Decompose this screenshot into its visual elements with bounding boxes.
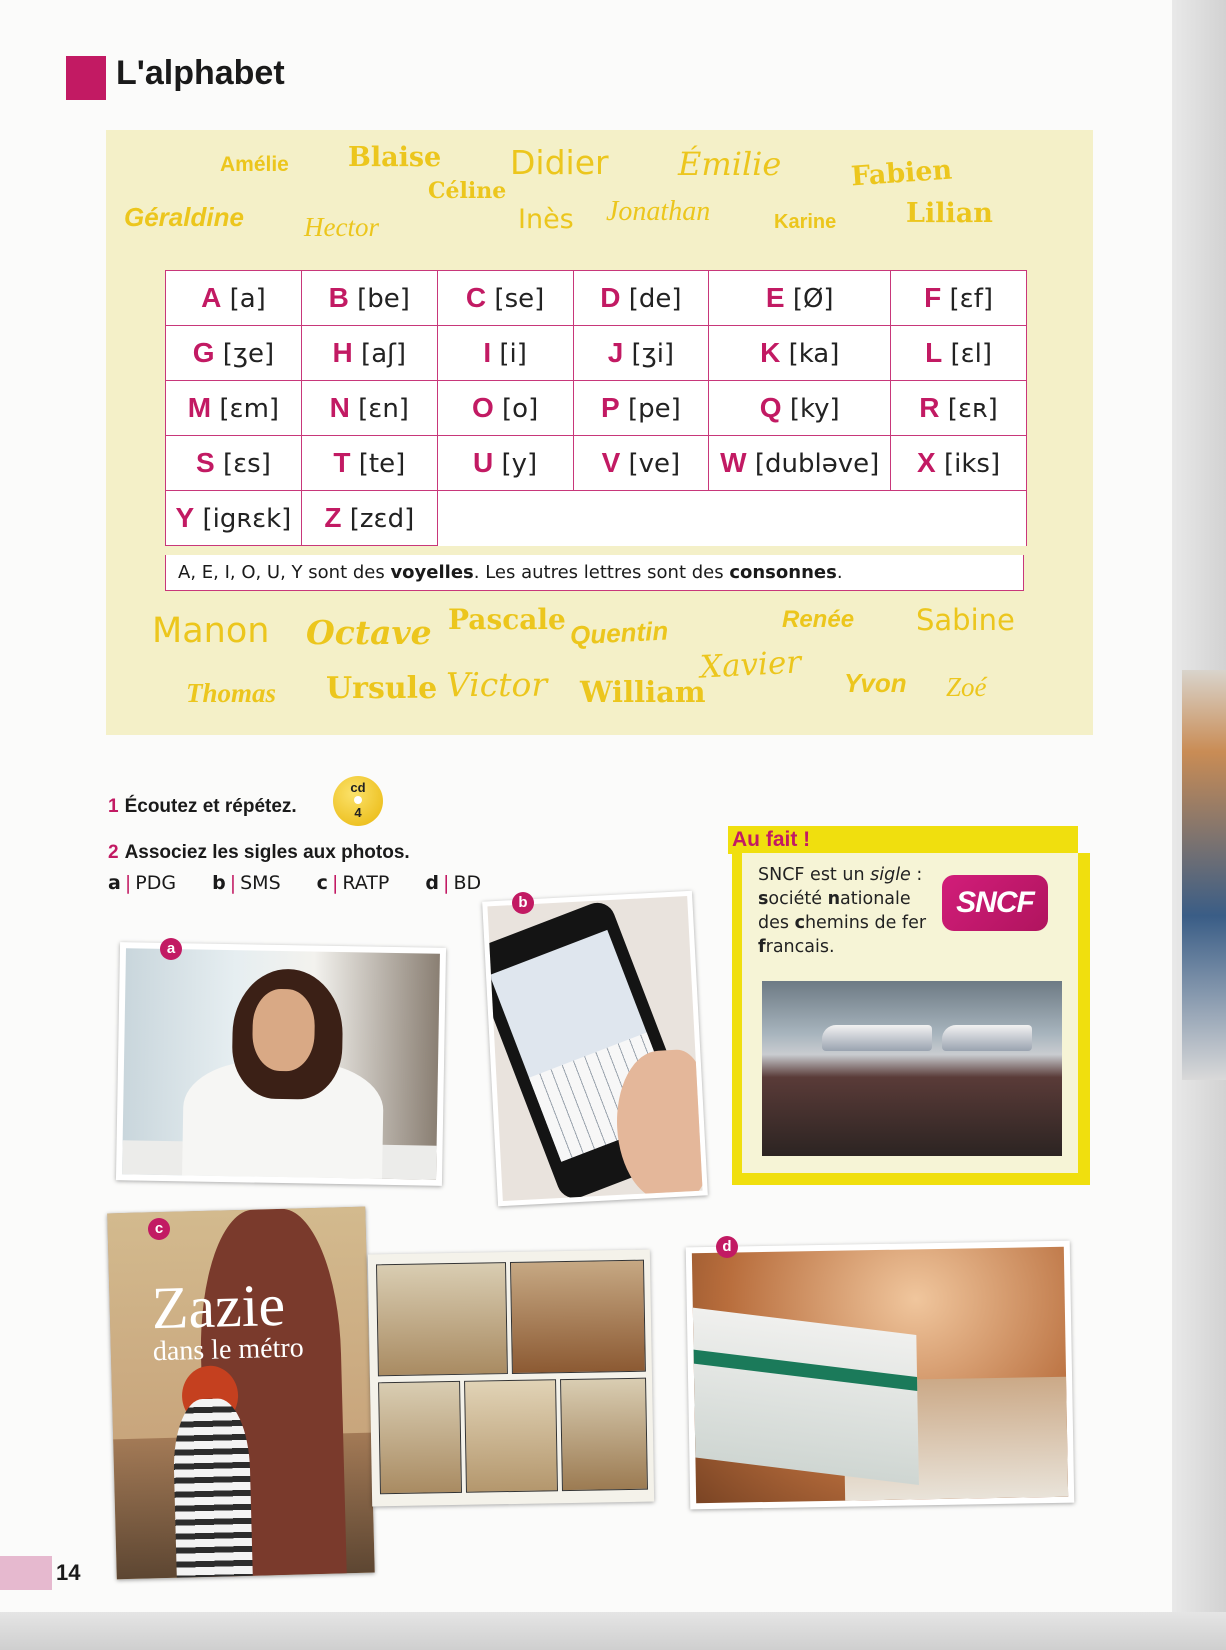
letter-cell: I [i]: [437, 326, 573, 381]
badge-c: c: [148, 1218, 170, 1240]
photo-train-station: [762, 981, 1062, 1156]
au-fait-title: Au fait !: [728, 826, 816, 854]
comic-strip-page: [368, 1250, 654, 1507]
section-title: L'alphabet: [116, 54, 285, 92]
photo-c-book-cover: [107, 1207, 374, 1580]
badge-a: a: [160, 938, 182, 960]
name-ines: Inès: [518, 204, 574, 235]
name-sabine: Sabine: [916, 603, 1015, 637]
book-subtitle: dans le métro: [152, 1332, 305, 1368]
name-octave: Octave: [306, 613, 432, 652]
exercise-2: 2 Associez les sigles aux photos.: [108, 842, 410, 863]
name-hector: Hector: [304, 212, 379, 242]
letter-cell: A [a]: [166, 271, 302, 326]
vowel-note: A, E, I, O, U, Y sont des voyelles. Les autres lettres sont des consonnes.: [165, 555, 1024, 591]
photo-a-businesswoman: [116, 942, 446, 1186]
name-fabien: Fabien: [850, 154, 954, 193]
name-didier: Didier: [510, 143, 609, 182]
letter-cell: L [ɛl]: [891, 326, 1027, 381]
sncf-logo: SNCF: [942, 875, 1048, 931]
alphabet-table: [165, 270, 1027, 546]
letter-cell: B [be]: [301, 271, 437, 326]
sigle-d: d | BD: [425, 872, 482, 894]
name-pascale: Pascale: [448, 603, 566, 636]
photo-b-smartphone: [482, 891, 708, 1207]
badge-d: d: [716, 1236, 738, 1258]
book-title: Zazie: [150, 1271, 286, 1342]
sigle-a: a | PDG: [108, 872, 177, 894]
letter-cell: Z [zɛd]: [301, 491, 437, 546]
letter-cell: Q [ky]: [709, 381, 891, 436]
letter-cell: G [ʒe]: [166, 326, 302, 381]
letter-cell: X [iks]: [891, 436, 1027, 491]
name-celine: Céline: [428, 178, 507, 204]
exercise-1: 1 Écoutez et répétez.: [108, 796, 297, 817]
letter-cell: O [o]: [437, 381, 573, 436]
name-amelie: Amélie: [220, 153, 289, 176]
name-geraldine: Géraldine: [124, 202, 244, 232]
letter-cell: S [ɛs]: [166, 436, 302, 491]
sigles-list: [108, 872, 511, 894]
name-zoe: Zoé: [946, 672, 987, 702]
letter-cell: P [pe]: [573, 381, 709, 436]
sigle-c: c | RATP: [316, 872, 390, 894]
name-thomas: Thomas: [186, 678, 277, 708]
letter-cell: D [de]: [573, 271, 709, 326]
name-jonathan: Jonathan: [606, 196, 711, 227]
page-number-marker: [0, 1556, 52, 1590]
letter-cell: T [te]: [301, 436, 437, 491]
letter-cell: Y [igʀɛk]: [166, 491, 302, 546]
name-blaise: Blaise: [348, 142, 442, 173]
letter-cell: E [Ø]: [709, 271, 891, 326]
name-renee: Renée: [782, 606, 855, 633]
badge-b: b: [512, 892, 534, 914]
letter-cell: M [ɛm]: [166, 381, 302, 436]
au-fait-box: [732, 853, 1090, 1185]
letter-cell: N [ɛn]: [301, 381, 437, 436]
name-karine: Karine: [774, 211, 837, 233]
letter-cell: J [ʒi]: [573, 326, 709, 381]
letter-cell: C [se]: [437, 271, 573, 326]
name-xavier: Xavier: [699, 644, 803, 686]
scan-bottom-band: [0, 1612, 1226, 1650]
name-quentin: Quentin: [569, 615, 669, 651]
au-fait-text: SNCF est un sigle : société nationale des chemins de fer francais.: [758, 865, 927, 957]
name-ursule: Ursule: [326, 671, 438, 706]
name-lilian: Lilian: [906, 198, 993, 229]
cd-audio-icon[interactable]: cd 4: [333, 776, 383, 826]
letter-cell: K [ka]: [709, 326, 891, 381]
page-number: 14: [56, 1560, 81, 1585]
next-page-photo-strip: [1182, 670, 1226, 1080]
letter-cell: V [ve]: [573, 436, 709, 491]
letter-cell: W [dubləve]: [709, 436, 891, 491]
sigle-b: b | SMS: [212, 872, 281, 894]
name-emilie: Émilie: [678, 145, 782, 183]
name-manon: Manon: [152, 611, 270, 651]
letter-cell: R [ɛʀ]: [891, 381, 1027, 436]
name-william: William: [580, 675, 706, 709]
letter-cell: U [y]: [437, 436, 573, 491]
name-yvon: Yvon: [844, 668, 907, 698]
empty-cell: [437, 491, 1026, 546]
letter-cell: F [ɛf]: [891, 271, 1027, 326]
title-marker: [66, 56, 106, 100]
letter-cell: H [aʃ]: [301, 326, 437, 381]
photo-d-metro: [686, 1241, 1075, 1510]
name-victor: Victor: [446, 665, 548, 704]
